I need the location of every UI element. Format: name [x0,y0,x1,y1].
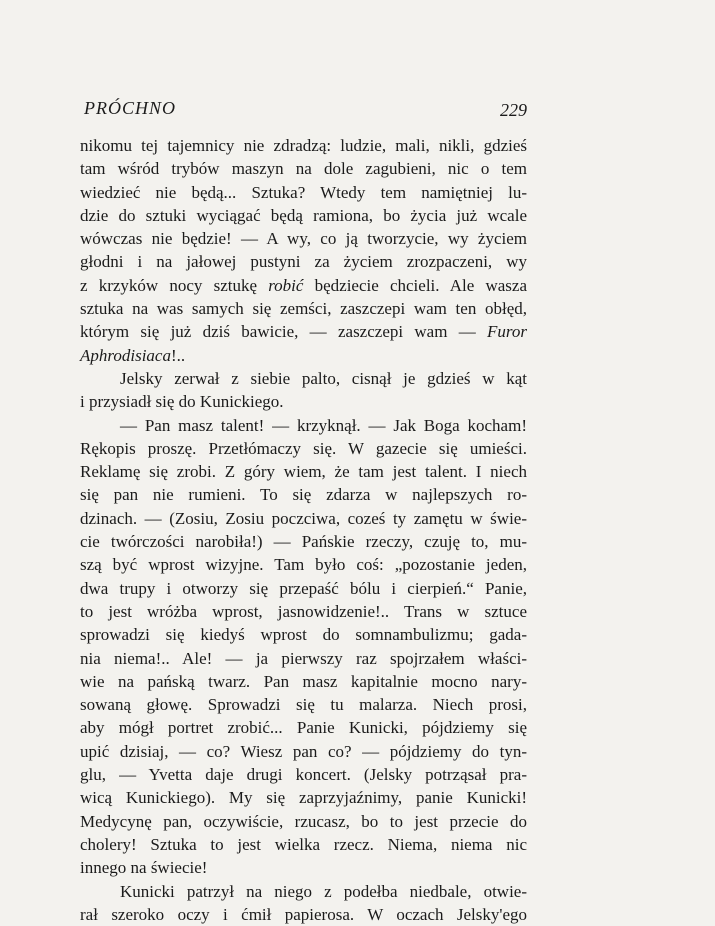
text-line: dzinach. — (Zosiu, Zosiu poczciwa, coześ ty zamętu w świe- [80,508,527,528]
text-line: i przysiadł się do Kunickiego. [80,392,284,412]
text-line: Kunicki patrzył na niego z podełba niedbale, otwie- [120,881,527,901]
text-line: sowaną głowę. Sprowadzi się tu malarza. Niech prosi, [80,695,527,715]
text-segment: będziecie chcieli. Ale wasza [303,275,527,295]
text-line: innego na świecie! [80,858,208,878]
text-line: wiedzieć nie będą... Sztuka? Wtedy tem namiętniej lu- [80,182,527,202]
text-line: — Pan masz talent! — krzyknął. — Jak Boga kocham! [120,415,527,435]
text-segment: którym się już dziś bawicie, — zaszczepi wam — [80,322,487,342]
text-line: sprowadzi się kiedyś wprost do somnambulizmu; gada- [80,625,527,645]
text-line: Jelsky zerwał z siebie palto, cisnął je gdzieś w kąt [120,368,527,388]
italic-text: Furor [487,322,527,342]
text-line: Rękopis proszę. Przetłómaczy się. W gazecie się umieści. [80,438,527,458]
text-line: to jest wróżba wprost, jasnowidzenie!.. Trans w sztuce [80,601,527,621]
text-line: rał szeroko oczy i ćmił papierosa. W oczach Jelsky'ego [80,904,527,924]
text-line: tam wśród trybów maszyn na dole zagubieni, nic o tem [80,159,527,179]
text-segment: !.. [170,345,186,365]
text-segment: z krzyków nocy sztukę [80,275,269,295]
text-line: nia niema!.. Ale! — ja pierwszy raz spojrzałem właści- [80,648,527,668]
text-line: szą być wprost wizyjne. Tam było coś: „pozostanie jeden, [80,555,527,575]
text-line: głodni i na jałowej pustyni za życiem zrozpaczeni, wy [80,252,527,272]
text-line: dwa trupy i otworzy się przepaść bólu i cierpień.“ Panie, [80,578,527,598]
text-line: Medycynę pan, oczywiście, rzucasz, bo to jest przecie do [80,811,527,831]
text-line: wicą Kunickiego). My się zaprzyjaźnimy, panie Kunicki! [80,788,527,808]
page-number: 229 [500,100,527,120]
text-line [80,344,527,367]
text-line: glu, — Yvetta daje drugi koncert. (Jelsky potrząsał pra- [80,765,527,785]
text-line: nikomu tej tajemnicy nie zdradzą: ludzie, mali, nikli, gdzieś [80,136,527,155]
text-line: cholery! Sztuka to jest wielka rzecz. Niema, niema nic [80,834,527,854]
text-line [80,320,527,343]
text-line: dzie do sztuki wyciągać będą ramiona, bo życia już wcale [80,205,527,225]
text-line: aby mógł portret zrobić... Panie Kunicki, pójdziemy się [80,718,527,738]
text-line: się pan nie rumieni. To się zdarza w najlepszych ro- [80,485,527,505]
italic-text: Aphrodisiaca [80,345,171,365]
text-line: Reklamę się zrobi. Z góry wiem, że tam jest talent. I niech [80,462,527,482]
text-line: upić dzisiaj, — co? Wiesz pan co? — pójdziemy do tyn- [80,741,527,761]
text-line: cie twórczości narobiła!) — Pańskie rzeczy, czuję to, mu- [80,532,527,552]
text-line: sztuka na was samych się zemści, zaszczepi wam ten obłęd, [80,299,527,319]
text-line: wówczas nie będzie! — A wy, co ją tworzycie, wy życiem [80,229,527,249]
text-line [80,274,527,297]
italic-text: robić [268,275,304,295]
text-line: wie na pańską twarz. Pan masz kapitalnie mocno nary- [80,671,527,691]
running-title: PRÓCHNO [84,98,176,118]
body-text [80,134,527,926]
